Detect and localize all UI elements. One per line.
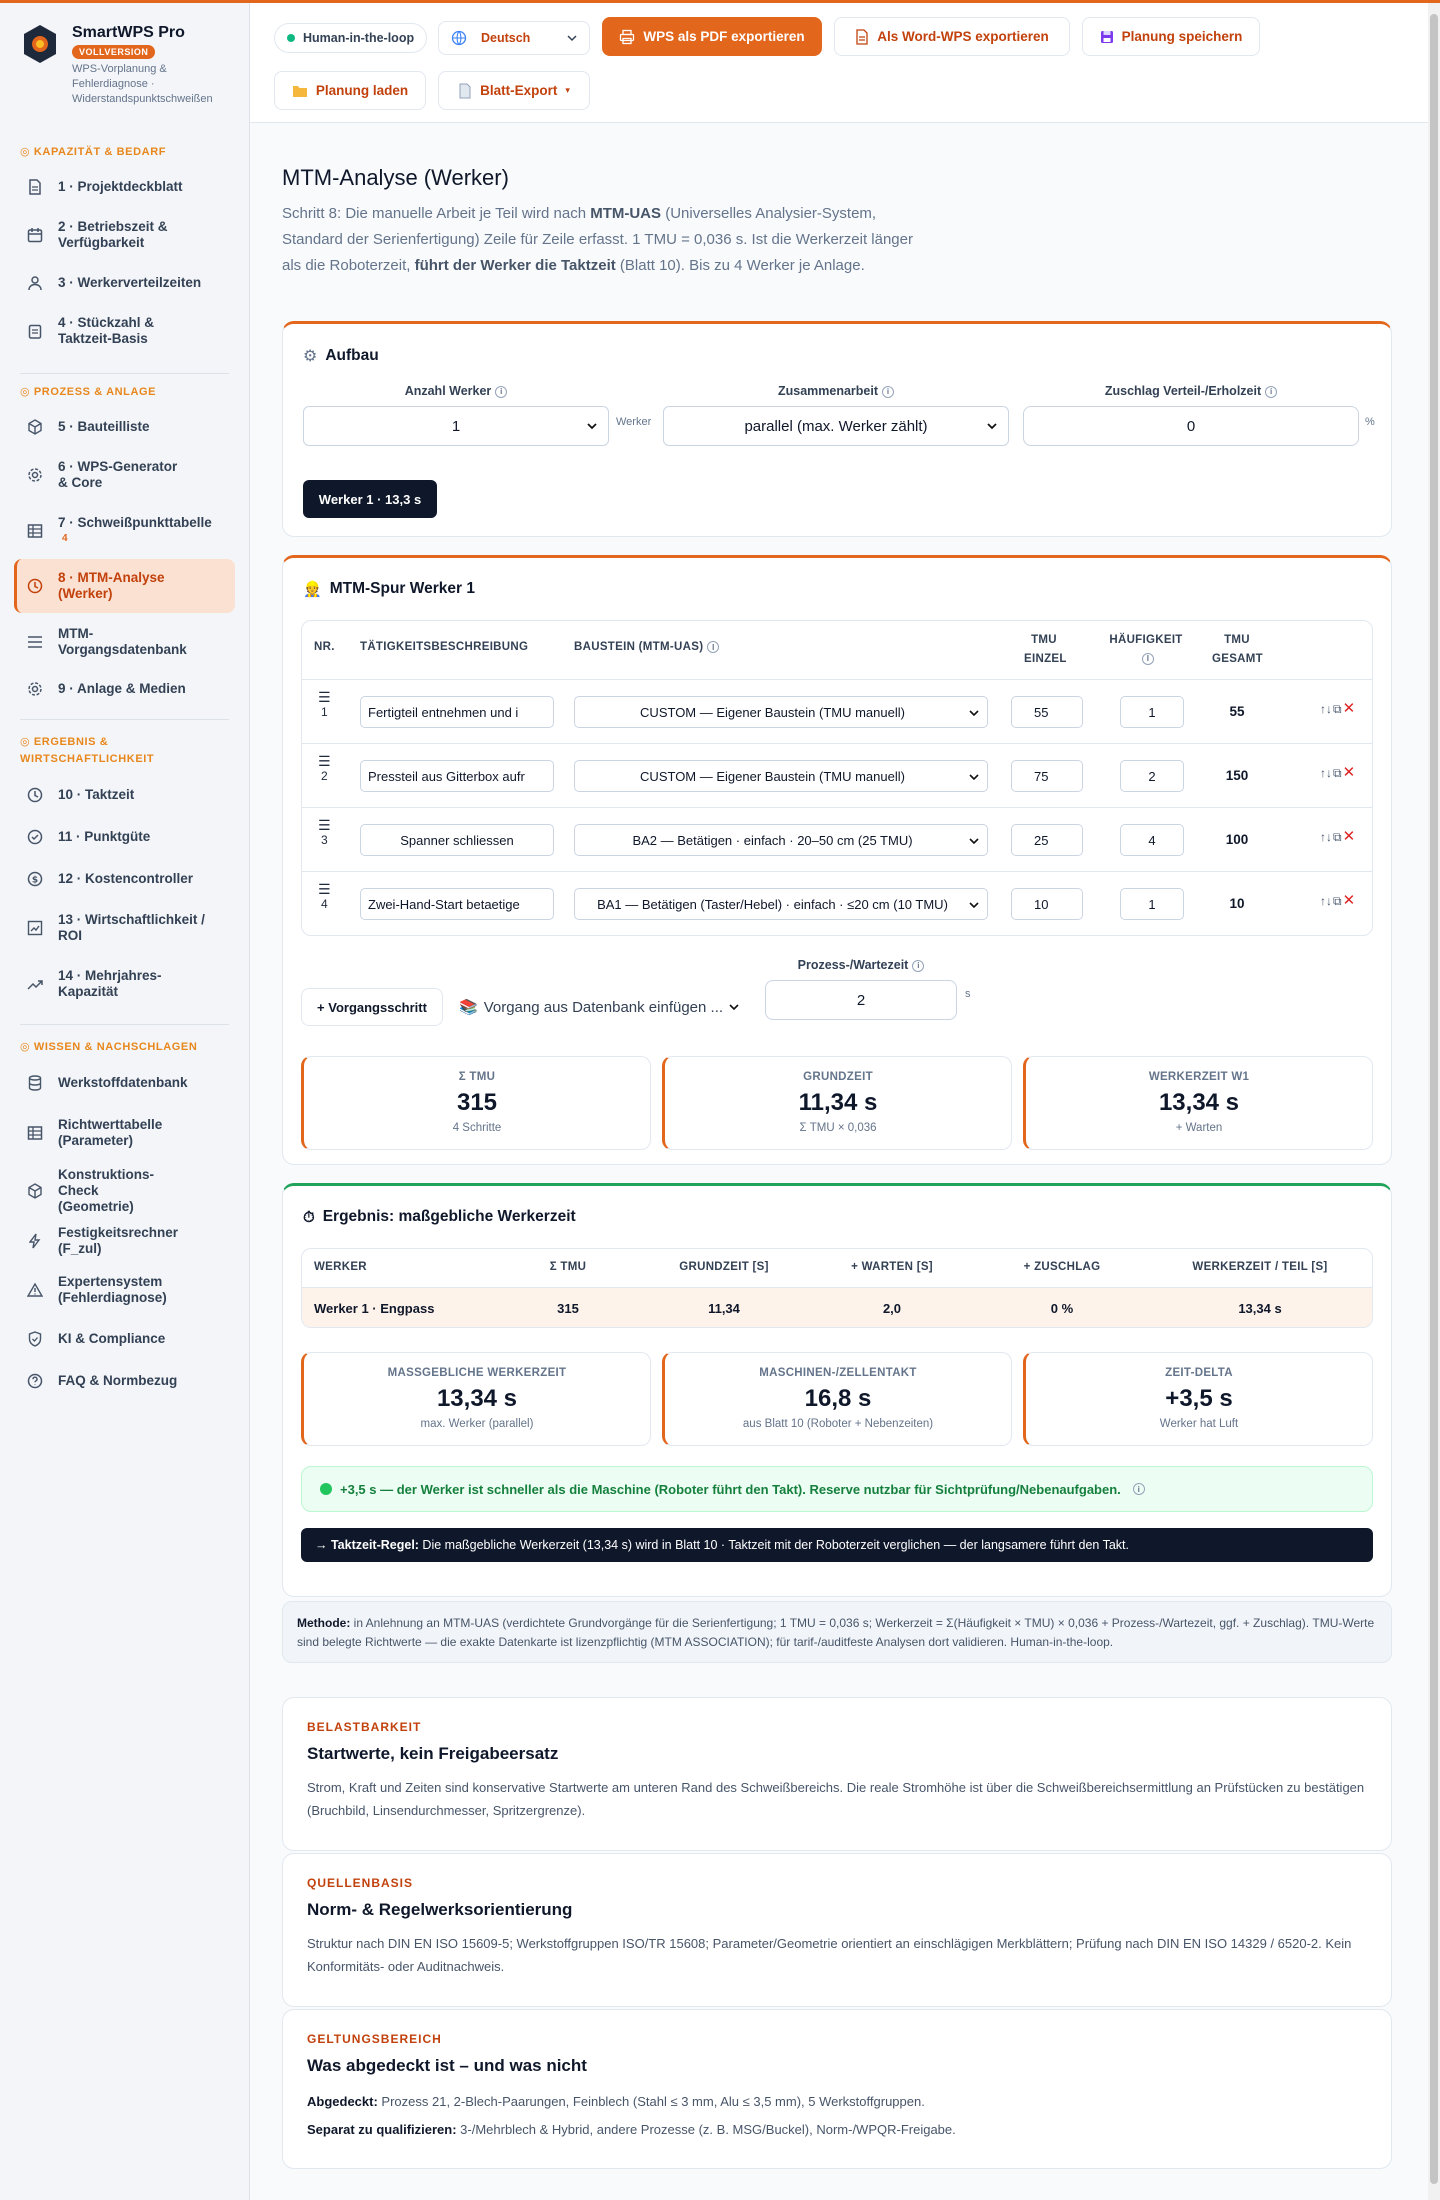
info-card-reliability [282,1697,1392,1851]
status-dot-icon [287,34,295,42]
sum-tmu: 315 [557,1301,579,1316]
col-description: TÄTIGKEITSBESCHREIBUNG [360,641,529,653]
intro-text: Schritt 8: Die manuelle Arbeit je Teil wird nach [282,205,591,222]
sidebar [0,0,250,2200]
drag-handle-icon[interactable]: ☰ 1 [318,689,331,719]
info-icon: i [912,960,924,972]
sidebar-item-werkerverteilzeiten[interactable] [14,263,235,303]
row-number: 2 [320,769,328,783]
col-worker: WERKER [314,1261,367,1273]
gear-icon [26,466,44,484]
sidebar-item-label: Expertensystem (Fehlerdiagnose) [58,1274,167,1305]
tmu-input[interactable]: 75 [1011,760,1083,792]
list-icon [26,633,44,651]
sidebar-item-mtm-datenbank[interactable] [14,613,235,671]
sheet-export-button[interactable] [438,71,590,110]
col-base-time: GRUNDZEIT [S] [679,1261,769,1273]
sidebar-item-punktguete[interactable] [14,816,235,858]
info-icon: i [1133,1483,1145,1495]
col-block [574,641,719,653]
language-select[interactable] [438,21,590,55]
block-select[interactable] [574,824,988,856]
kpi-sub: max. Werker (parallel) [420,1418,534,1430]
drag-handle-icon[interactable]: ☰ 2 [318,753,331,783]
copy-icon[interactable]: ⧉ [1333,702,1342,716]
sidebar-item-bauteilliste[interactable] [14,407,235,447]
main-content [282,123,1392,2137]
wait-unit: s [965,988,971,1000]
add-step-button[interactable]: + Vorgangsschritt [301,988,443,1026]
chevron-down-icon [969,771,979,783]
workers-unit: Werker [616,416,652,428]
info-card-sources [282,1853,1392,2007]
collab-label-text: Zusammenarbeit [777,384,879,398]
kpi-label: MASCHINEN-/ZELLENTAKT [759,1367,917,1379]
sidebar-item-badge: 4 [62,533,68,544]
calendar-icon [26,226,44,244]
kpi-label: GRUNDZEIT [803,1071,873,1083]
method-label: Methode: [297,1616,351,1630]
clipboard-icon [26,322,44,340]
row-actions [1320,830,1355,845]
scope-separate-label: Separat zu qualifizieren: [307,2122,457,2137]
wait-time: 2,0 [882,1301,902,1316]
info-card-title: Startwerte, kein Freigabeersatz [307,1744,559,1763]
kpi-sub: Werker hat Luft [1159,1418,1239,1430]
sidebar-item-label: 7 · Schweißpunkttabelle [58,515,212,530]
move-icon[interactable]: ↑↓ [1320,766,1332,780]
intro-text: (Blatt 10). Bis zu 4 Werker je Anlage. [615,257,865,274]
sidebar-item-label: KI & Compliance [58,1331,166,1346]
info-card-body [307,2088,1367,2144]
workers-value: 1 [451,417,461,435]
kpi-label: MASSGEBLICHE WERKERZEIT [387,1367,567,1379]
save-plan-button[interactable] [1082,17,1260,56]
chevron-down-icon [986,419,998,433]
workers-label-text: Anzahl Werker [404,384,492,398]
status-text: +3,5 s — der Werker ist schneller als die Maschine (Roboter führt den Takt). Reserve nutzbar für Sichtprüfung/Nebenaufgaben. [340,1481,1121,1497]
allowance-label-text: Zuschlag Verteil-/Erholzeit [1104,384,1262,398]
sidebar-item-label: 8 · MTM-Analyse (Werker) [58,570,165,601]
info-card-title: Was abgedeckt ist – und was nicht [307,2056,587,2075]
document-icon [458,83,472,99]
scope-covered-label: Abgedeckt: [307,2094,378,2109]
info-card-kicker: BELASTBARKEIT [307,1720,422,1734]
wait-label [765,958,957,972]
kpi-machine-cycle [662,1352,1012,1446]
sidebar-item-label: 12 · Kostencontroller [58,871,194,886]
sidebar-item-label: 2 · Betriebszeit & Verfügbarkeit [58,219,168,250]
chevron-down-icon [969,899,979,911]
sidebar-section-heading: ◎ PROZESS & ANLAGE [20,386,157,398]
kpi-value: 13,34 s [436,1385,518,1412]
insert-from-db-select[interactable] [459,998,739,1016]
floppy-disk-icon [1100,30,1114,44]
brand [0,0,249,130]
description-input[interactable]: Pressteil aus Gitterbox aufr [360,760,554,792]
sidebar-divider [20,719,229,720]
block-value: CUSTOM — Eigener Baustein (TMU manuell) [640,704,905,720]
top-accent-bar [0,0,1440,3]
allowance-value: 0 [1186,417,1196,435]
frequency-input[interactable]: 1 [1120,888,1184,920]
drag-handle-icon[interactable]: ☰ 4 [318,881,331,911]
sidebar-item-konstruktions-check[interactable] [14,1162,235,1220]
sidebar-item-label: Richtwerttabelle (Parameter) [58,1117,163,1148]
hitl-label: Human-in-the-loop [303,31,415,45]
frequency-input[interactable]: 1 [1120,696,1184,728]
setup-title-text: Aufbau [325,347,379,364]
takt-rule-label: → Taktzeit-Regel: [315,1538,419,1552]
method-note [282,1601,1392,1663]
gear-icon: ⚙ [303,348,318,365]
sidebar-item-stueckzahl[interactable] [14,303,235,359]
scope-covered [307,2088,1367,2116]
scope-separate-text: 3-/Mehrblech & Hybrid, andere Prozesse (z. B. MSG/Buckel), Norm-/WPQR-Freigabe. [456,2122,956,2137]
setup-title [303,346,379,366]
kpi-sub: aus Blatt 10 (Roboter + Nebenzeiten) [742,1418,934,1430]
top-toolbar [250,3,1428,123]
setup-card [282,321,1392,537]
chevron-down-icon [729,1003,739,1011]
scrollbar-thumb[interactable] [1430,14,1438,2184]
mtm-steps-table [301,620,1373,936]
kpi-value: 315 [456,1089,498,1116]
chevron-down-icon [586,419,598,433]
document-icon [26,178,44,196]
export-word-button[interactable] [834,17,1070,56]
takt-rule-banner [301,1528,1373,1562]
tmu-total: 55 [1229,704,1245,719]
sidebar-item-schweisspunkttabelle[interactable] [14,503,235,559]
green-circle-icon [320,1483,332,1495]
sidebar-item-label: 3 · Werkerverteilzeiten [58,275,202,290]
collab-label [663,384,1009,398]
books-icon: 📚 [459,999,478,1016]
check-circle-icon [26,828,44,846]
shield-icon [26,1330,44,1348]
sidebar-item-label: MTM-Vorgangsdatenbank [58,626,187,657]
table-icon [26,522,44,540]
info-card-kicker: GELTUNGSBEREICH [307,2032,442,2046]
description-input[interactable]: Zwei-Hand-Start betaetige [360,888,554,920]
row-actions [1320,894,1355,909]
sidebar-item-faq[interactable] [14,1360,235,1402]
kpi-value: 11,34 s [798,1089,878,1116]
export-pdf-label: WPS als PDF exportieren [643,29,805,44]
copy-icon[interactable]: ⧉ [1333,830,1342,844]
method-text: in Anlehnung an MTM-UAS (verdichtete Grundvorgänge für die Serienfertigung; 1 TMU = 0,036 s; Werkerzeit = Σ(Häufigkeit × TMU) × 0,036 + Prozess-/Wartezeit, ggf. + Zuschlag). TMU-Werte sind belegte Richtwerte — die exakte Datenkarte ist lizenzpflichtig (MTM ASSOCIATION); für tarif-/auditfeste Analysen dort validieren. Human-in-the-loop. [297,1616,1375,1649]
worker-icon: 👷 [303,581,322,598]
page-title: MTM-Analyse (Werker) [282,165,509,190]
row-number: 1 [320,705,328,719]
tmu-input[interactable]: 55 [1011,696,1083,728]
database-icon [26,1074,44,1092]
page-intro [282,201,922,279]
tmu-total: 100 [1225,832,1249,847]
scrollbar[interactable] [1428,0,1440,2200]
load-plan-button[interactable] [274,71,426,110]
stopwatch-icon: ⏱ [303,1208,315,1226]
kpi-base-time [662,1056,1012,1150]
kpi-value: 16,8 s [804,1385,872,1412]
result-title [303,1208,576,1226]
trace-title-text: MTM-Spur Werker 1 [329,580,475,597]
trace-title [303,580,475,598]
move-icon[interactable]: ↑↓ [1320,894,1332,908]
block-value: CUSTOM — Eigener Baustein (TMU manuell) [640,768,905,784]
sidebar-item-mehrjahres-kapazitaet[interactable] [14,956,235,1012]
sidebar-item-wirtschaftlichkeit[interactable] [14,900,235,956]
workers-select[interactable] [303,406,609,446]
info-card-body: Struktur nach DIN EN ISO 15609-5; Werkstoffgruppen ISO/TR 15608; Parameter/Geometrie orientiert an einschlägigen Merkblättern; Prüfung nach DIN EN ISO 14329 / 6520-2. Kein Konformitäts- oder Auditnachweis. [307,1936,1352,1974]
sidebar-item-expertensystem[interactable] [14,1262,235,1318]
mtm-trace-card [282,555,1392,1165]
warning-icon [26,1281,44,1299]
sidebar-section-heading: ◎ KAPAZITÄT & BEDARF [20,146,167,158]
block-select[interactable] [574,760,988,792]
sidebar-item-label: 13 · Wirtschaftlichkeit / ROI [58,912,205,943]
tmu-total: 150 [1225,768,1249,783]
col-frequency-text: HÄUFIGKEIT [1109,634,1183,646]
bolt-icon [26,1232,44,1250]
insert-from-db-label: Vorgang aus Datenbank einfügen ... [483,998,724,1016]
sidebar-item-ki-compliance[interactable] [14,1318,235,1360]
folder-icon [292,84,308,98]
kpi-label: ZEIT-DELTA [1165,1367,1233,1379]
worker-time: 13,34 s [1238,1301,1282,1316]
wait-value: 2 [856,991,866,1009]
export-word-label: Als Word-WPS exportieren [877,29,1049,44]
delete-icon[interactable]: ✕ [1342,700,1356,717]
chevron-down-icon [969,835,979,847]
base-time: 11,34 [708,1301,740,1316]
description-input[interactable]: Fertigteil entnehmen und i [360,696,554,728]
info-icon: i [495,386,507,398]
language-value: Deutsch [481,31,531,45]
sidebar-item-werkstoffdatenbank[interactable] [14,1062,235,1104]
info-icon: I [707,641,719,653]
collab-select[interactable] [663,406,1009,446]
worker-name: Werker 1 · Engpass [314,1301,435,1316]
result-table [301,1248,1373,1328]
sidebar-section-heading: ◎ ERGEBNIS & WIRTSCHAFTLICHKEIT [20,736,155,765]
scope-covered-text: Prozess 21, 2-Blech-Paarungen, Feinblech (Stahl ≤ 3 mm, Alu ≤ 3,5 mm), 5 Werkstoffgruppen. [377,2094,925,2109]
allowance-input[interactable] [1023,406,1359,446]
save-plan-label: Planung speichern [1121,29,1243,44]
table-row [302,807,1372,871]
kpi-sub: 4 Schritte [452,1122,502,1134]
sheet-export-label: Blatt-Export [480,83,558,98]
takt-rule-text: Die maßgebliche Werkerzeit (13,34 s) wird in Blatt 10 · Taktzeit mit der Roboterzeit verglichen — der langsamere führt den Takt. [418,1538,1129,1552]
tmu-input[interactable]: 25 [1011,824,1083,856]
sidebar-item-richtwerttabelle[interactable] [14,1104,235,1162]
sidebar-divider [20,1024,229,1025]
globe-icon [451,30,467,46]
tmu-total: 10 [1229,896,1245,911]
app-name: SmartWPS Pro [72,24,185,41]
kpi-value: +3,5 s [1165,1385,1233,1412]
sidebar-item-label: 5 · Bauteilliste [58,419,150,434]
gear-icon [26,680,44,698]
col-worker-time: WERKERZEIT / TEIL [S] [1192,1261,1328,1273]
workers-label [303,384,609,398]
sidebar-item-label: 9 · Anlage & Medien [58,681,186,696]
frequency-input[interactable]: 4 [1120,824,1184,856]
sidebar-item-label: 1 · Projektdeckblatt [58,179,183,194]
status-banner [301,1466,1373,1512]
intro-bold: MTM-UAS [590,205,662,222]
col-allowance: + ZUSCHLAG [1023,1261,1101,1273]
row-number: 4 [320,897,328,911]
cube-icon [26,418,44,436]
table-row [302,871,1372,935]
app-logo-icon [22,24,58,64]
allowance-unit: % [1365,416,1375,428]
wait-input[interactable] [765,980,957,1020]
info-icon: i [1265,386,1277,398]
kpi-sub: Σ TMU × 0,036 [799,1122,877,1134]
col-frequency [1106,631,1186,669]
sidebar-item-label: 14 · Mehrjahres-Kapazität [58,968,162,999]
cube-icon [26,1182,44,1200]
move-icon[interactable]: ↑↓ [1320,702,1332,716]
trend-icon [26,975,44,993]
sidebar-divider [20,373,229,374]
sidebar-item-betriebszeit[interactable] [14,207,235,263]
copy-icon[interactable]: ⧉ [1333,766,1342,780]
intro-bold: führt der Werker die Taktzeit [414,257,616,274]
sidebar-item-projektdeckblatt[interactable] [14,167,235,207]
sidebar-item-label: FAQ & Normbezug [58,1373,178,1388]
printer-icon [619,29,635,45]
description-input[interactable]: Spanner schliessen [360,824,554,856]
col-wait: + WARTEN [S] [851,1261,933,1273]
sidebar-item-label: Werkstoffdatenbank [58,1075,188,1090]
version-badge: VOLLVERSION [72,45,155,59]
kpi-label: Σ TMU [458,1071,496,1083]
info-card-title: Norm- & Regelwerksorientierung [307,1900,573,1919]
allowance-label [1023,384,1359,398]
col-sum-tmu: Σ TMU [549,1261,587,1273]
kpi-worker-time [1023,1056,1373,1150]
sidebar-item-anlage-medien[interactable] [14,671,235,707]
info-card-kicker: QUELLENBASIS [307,1876,414,1890]
delete-icon[interactable]: ✕ [1342,828,1356,845]
scope-separate [307,2116,1367,2144]
chevron-down-icon [969,707,979,719]
kpi-value: 13,34 s [1158,1089,1240,1116]
sidebar-section-heading: ◎ WISSEN & NACHSCHLAGEN [20,1041,198,1053]
delete-icon[interactable]: ✕ [1342,892,1356,909]
svg-text:$: $ [31,875,39,886]
clock-icon [26,577,44,595]
copy-icon[interactable]: ⧉ [1333,894,1342,908]
table-icon [26,1124,44,1142]
hitl-badge [274,23,427,53]
allowance: 0 % [1050,1301,1074,1316]
sidebar-item-label: Konstruktions-Check (Geometrie) [58,1167,154,1214]
kpi-sum-tmu [301,1056,651,1150]
block-select[interactable] [574,696,988,728]
frequency-input[interactable]: 2 [1120,760,1184,792]
block-select[interactable] [574,888,988,920]
app-subtitle: WPS-Vorplanung & Fehlerdiagnose · Widerstandspunktschweißen [72,63,213,105]
intro-text: (Universelles Analysier-System, Standard der Serienfertigung) Zeile für Zeile erfasst. 1 TMU = 0,036 s. Ist die Werkerzeit länger als die Roboterzeit, [282,205,913,274]
load-plan-label: Planung laden [315,83,409,98]
caret-down-icon: ▾ [565,85,570,95]
col-block-text: BAUSTEIN (MTM-UAS) [574,641,704,654]
sidebar-item-wps-generator[interactable] [14,447,235,503]
result-title-text: Ergebnis: maßgebliche Werkerzeit [322,1208,576,1225]
block-value: BA2 — Betätigen · einfach · 20–50 cm (25 TMU) [632,832,913,848]
row-number: 3 [320,833,328,847]
table-row [302,679,1372,743]
sidebar-item-kostencontroller[interactable] [14,858,235,900]
row-actions [1320,766,1355,781]
sidebar-item-festigkeitsrechner[interactable] [14,1220,235,1262]
kpi-label: WERKERZEIT W1 [1148,1071,1250,1083]
table-row [302,743,1372,807]
chevron-down-icon [567,34,577,42]
sidebar-item-label: Festigkeitsrechner (F_zul) [58,1225,179,1256]
sidebar-item-label: 10 · Taktzeit [58,787,135,802]
delete-icon[interactable]: ✕ [1342,764,1356,781]
user-icon [26,274,44,292]
dollar-icon [26,870,44,888]
sidebar-item-label: 6 · WPS-Generator & Core [58,459,178,490]
col-tmu-single: TMU EINZEL [1024,634,1067,665]
wait-label-text: Prozess-/Wartezeit [797,958,909,972]
info-icon: I [1142,653,1154,665]
sidebar-item-mtm-analyse[interactable] [14,559,235,613]
drag-handle-icon[interactable]: ☰ 3 [318,817,331,847]
help-icon [26,1372,44,1390]
worker-tab-1[interactable]: Werker 1 · 13,3 s [303,480,437,518]
chart-icon [26,919,44,937]
export-pdf-button[interactable] [602,17,822,56]
info-card-scope [282,2009,1392,2169]
info-card-body: Strom, Kraft und Zeiten sind konservative Startwerte am unteren Rand des Schweißbereichs. Die reale Stromhöhe ist über die Schweißbereichsermittlung an Prüfstücken zu bestätigen (Bruchbild, Linsendurchmesser, Spritzergrenze). [307,1780,1365,1818]
tmu-input[interactable]: 10 [1011,888,1083,920]
sidebar-item-label: 4 · Stückzahl & Taktzeit-Basis [58,315,155,346]
row-actions [1320,702,1355,717]
result-card [282,1183,1392,1597]
block-value: BA1 — Betätigen (Taster/Hebel) · einfach · ≤20 cm (10 TMU) [597,896,948,912]
info-icon: i [882,386,894,398]
col-nr: NR. [314,641,335,653]
kpi-sub: + Warten [1175,1122,1223,1134]
kpi-decisive-worker-time [301,1352,651,1446]
clock-icon [26,786,44,804]
sidebar-item-label: 11 · Punktgüte [58,829,151,844]
table-row [302,1287,1372,1328]
col-tmu-total: TMU GESAMT [1212,634,1263,665]
move-icon[interactable]: ↑↓ [1320,830,1332,844]
document-icon [855,29,869,45]
kpi-time-delta [1023,1352,1373,1446]
collab-value: parallel (max. Werker zählt) [744,417,928,435]
sidebar-item-taktzeit[interactable] [14,774,235,816]
